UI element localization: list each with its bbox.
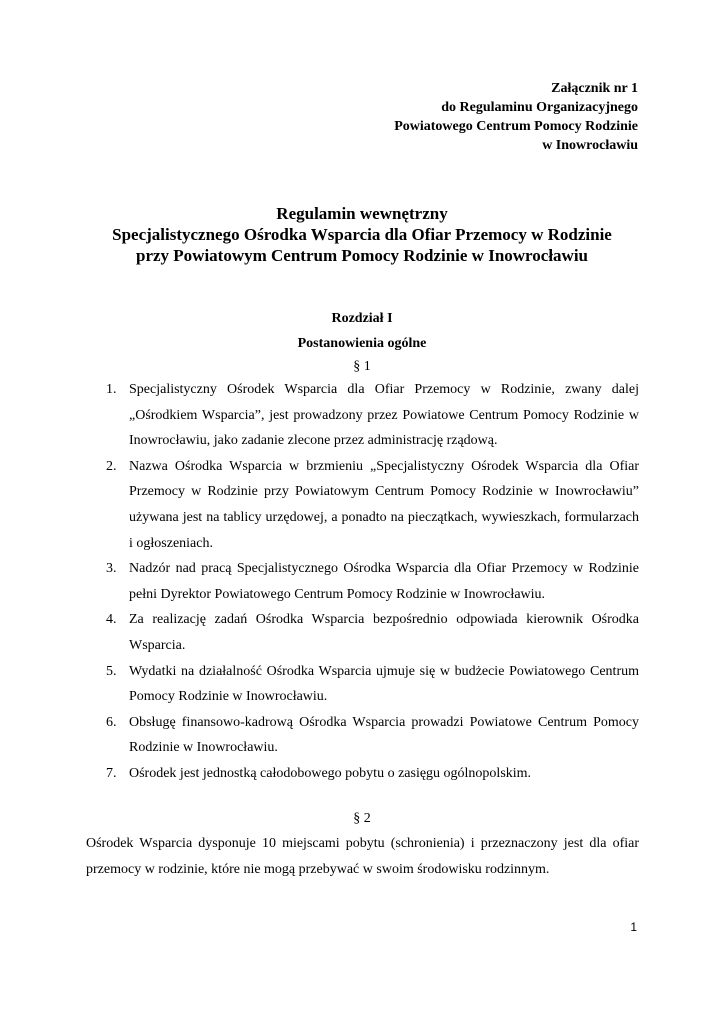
chapter-name: Postanowienia ogólne xyxy=(297,336,427,351)
list-item xyxy=(86,659,639,710)
title-line: Regulamin wewnętrzny xyxy=(276,204,448,223)
document-title xyxy=(0,203,724,266)
list-item xyxy=(86,710,639,761)
list-item-number: 2. xyxy=(106,458,117,474)
title-line: Specjalistycznego Ośrodka Wsparcia dla Ofiar Przemocy w Rodzinie xyxy=(112,225,612,244)
annex-line: do Regulaminu Organizacyjnego xyxy=(441,100,638,115)
list-item-number: 7. xyxy=(106,765,117,781)
list-item-text: Nadzór nad pracą Specjalistycznego Ośrodka Wsparcia dla Ofiar Przemocy w Rodzinie pełni Dyrektor Powiatowego Centrum Pomocy Rodzinie w Inowrocławiu. xyxy=(129,561,639,602)
section-2-mark: § 2 xyxy=(353,811,371,826)
section-2-paragraph: Ośrodek Wsparcia dysponuje 10 miejscami pobytu (schronienia) i przeznaczony jest dla ofiar przemocy w rodzinie, które nie mogą przebywać w swoim środowisku rodzinnym. xyxy=(86,836,639,877)
list-item xyxy=(86,454,639,556)
list-item-number: 1. xyxy=(106,382,117,397)
list-item-number: 3. xyxy=(106,561,117,577)
list-item-number: 6. xyxy=(106,714,117,730)
list-item-text: Ośrodek jest jednostką całodobowego pobytu o zasięgu ogólnopolskim. xyxy=(129,765,532,781)
title-line: przy Powiatowym Centrum Pomocy Rodzinie w Inowrocławiu xyxy=(135,246,589,265)
annex-line: Powiatowego Centrum Pomocy Rodzinie xyxy=(394,119,638,134)
chapter-heading xyxy=(0,306,724,356)
list-item-text: Nazwa Ośrodka Wsparcia w brzmieniu „Specjalistyczny Ośrodek Wsparcia dla Ofiar Przemocy w Rodzinie przy Powiatowym Centrum Pomocy Rodzinie w Inowrocławiu” używana jest na tablicy urzędowej, a ponadto na pieczątkach, wywieszkach, formularzach i ogłoszeniach. xyxy=(129,458,639,551)
list-item xyxy=(86,607,639,658)
list-item-text: Za realizację zadań Ośrodka Wsparcia bezpośrednio odpowiada kierownik Ośrodka Wsparcia. xyxy=(129,612,639,653)
section-1-mark: § 1 xyxy=(353,359,371,374)
annex-line: Załącznik nr 1 xyxy=(551,81,638,96)
section-1-list xyxy=(86,377,639,787)
page-number: 1 xyxy=(630,920,637,934)
list-item-text: Obsługę finansowo-kadrową Ośrodka Wsparcia prowadzi Powiatowe Centrum Pomocy Rodzinie w Inowrocławiu. xyxy=(129,714,639,756)
list-item-number: 5. xyxy=(106,663,117,679)
annex-header xyxy=(394,79,638,155)
list-item-text: Specjalistyczny Ośrodek Wsparcia dla Ofiar Przemocy w Rodzinie, zwany dalej „Ośrodkiem Wsparcia”, jest prowadzony przez Powiatowe Centrum Pomocy Rodzinie w Inowrocławiu, jako zadanie zlecone przez administrację rządową. xyxy=(129,382,639,449)
list-item xyxy=(86,556,639,607)
list-item xyxy=(86,377,639,454)
list-item-number: 4. xyxy=(106,612,117,628)
chapter-number: Rozdział I xyxy=(331,311,393,326)
list-item xyxy=(86,761,639,787)
list-item-text: Wydatki na działalność Ośrodka Wsparcia ujmuje się w budżecie Powiatowego Centrum Pomocy Rodzinie w Inowrocławiu. xyxy=(129,663,639,705)
annex-line: w Inowrocławiu xyxy=(542,138,638,153)
